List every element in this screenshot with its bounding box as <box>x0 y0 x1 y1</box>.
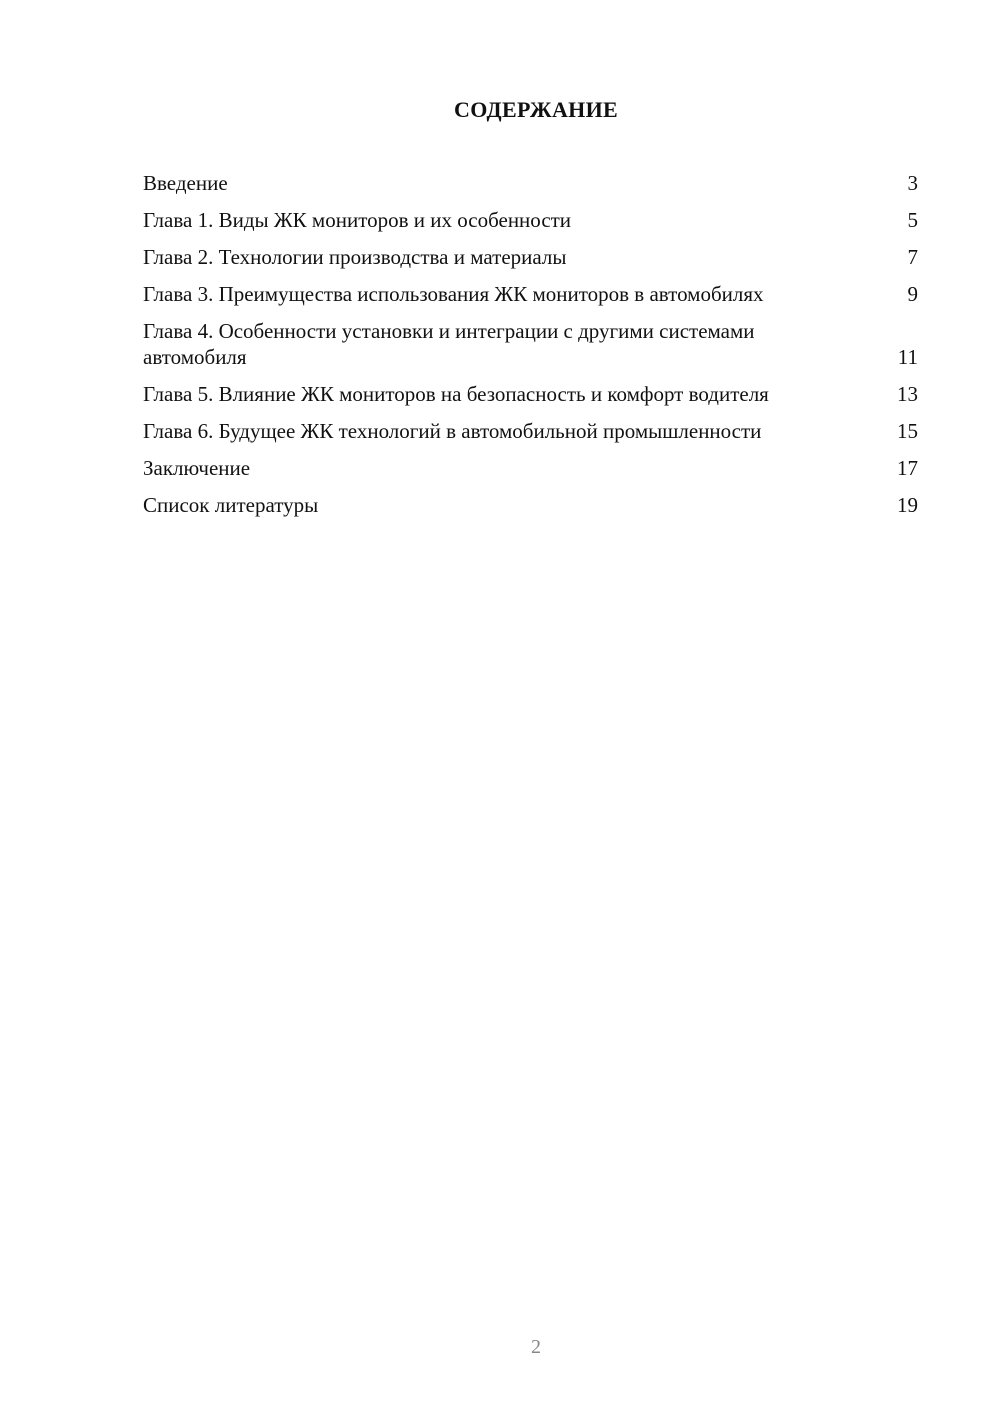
toc-entry-page: 19 <box>897 493 918 517</box>
toc-entry-title: Глава 3. Преимущества использования ЖК мониторов в автомобилях <box>143 282 764 306</box>
page-number: 2 <box>531 1336 541 1358</box>
toc-entry-title: Глава 2. Технологии производства и материалы <box>143 245 567 269</box>
toc-entry-title: Заключение <box>143 456 251 480</box>
toc-entry-title: Глава 6. Будущее ЖК технологий в автомобильной промышленности <box>143 419 762 443</box>
toc-entry <box>143 418 918 444</box>
toc-entry <box>143 381 918 407</box>
toc-entry-page: 17 <box>897 456 918 480</box>
toc-entry-title: Список литературы <box>143 493 319 517</box>
toc-entry <box>143 318 918 370</box>
toc-entry <box>143 244 918 270</box>
toc-entry <box>143 170 918 196</box>
table-of-contents <box>143 170 918 529</box>
toc-entry-page: 9 <box>907 282 918 306</box>
toc-entry-page: 11 <box>897 345 918 369</box>
toc-entry-page: 7 <box>907 245 918 269</box>
toc-entry <box>143 281 918 307</box>
toc-entry-page: 15 <box>897 419 918 443</box>
toc-entry <box>143 455 918 481</box>
toc-entry-page: 5 <box>907 208 918 232</box>
toc-entry <box>143 492 918 518</box>
toc-entry-page: 13 <box>897 382 918 406</box>
toc-entry-title: Глава 4. Особенности установки и интеграции с другими системами автомобиля <box>143 319 755 369</box>
page-title: СОДЕРЖАНИЕ <box>454 97 618 122</box>
toc-entry-page: 3 <box>907 171 918 195</box>
toc-entry <box>143 207 918 233</box>
toc-entry-title: Введение <box>143 171 228 195</box>
toc-entry-title: Глава 1. Виды ЖК мониторов и их особенности <box>143 208 572 232</box>
toc-entry-title: Глава 5. Влияние ЖК мониторов на безопасность и комфорт водителя <box>143 382 769 406</box>
